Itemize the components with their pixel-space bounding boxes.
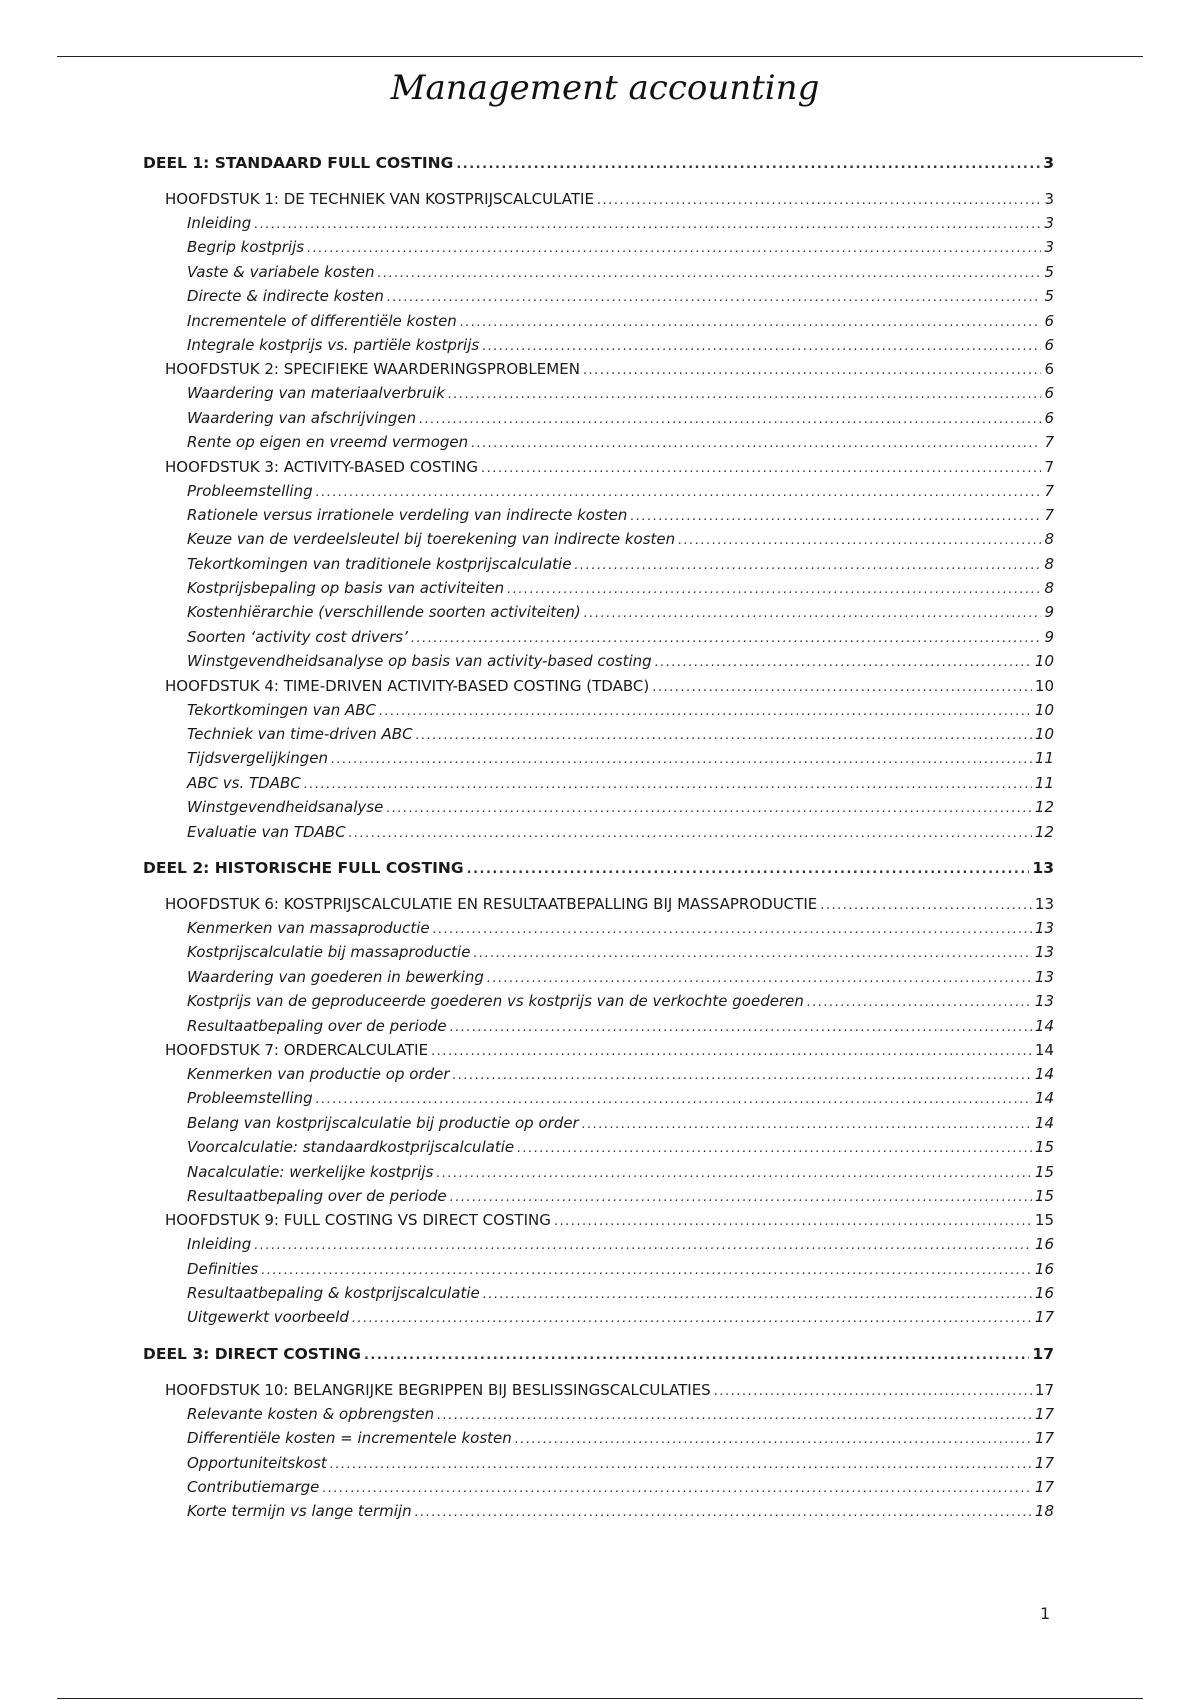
- toc-entry-label: Inleiding: [187, 214, 252, 232]
- document-title: Management accounting: [390, 68, 820, 108]
- toc-section-entry[interactable]: [143, 968, 1054, 992]
- dot-leader: [386, 801, 1032, 816]
- toc-entry-label: Definities: [187, 1259, 259, 1278]
- toc-section-entry[interactable]: [143, 1454, 1054, 1478]
- toc-entry-page-number: 12: [1034, 798, 1054, 817]
- dot-leader: [714, 1384, 1032, 1399]
- toc-entry-label: Kostprijscalculatie bij massaproductie: [187, 943, 471, 962]
- dot-leader: [316, 485, 1042, 500]
- toc-entry-page-number: 6: [1044, 360, 1054, 379]
- dot-leader: [448, 387, 1042, 402]
- toc-chapter-entry[interactable]: [143, 1381, 1054, 1405]
- toc-entry-label: Soorten ‘activity cost drivers’: [187, 627, 408, 646]
- toc-entry-label: Keuze van de verdeelsleutel bij toerekening van indirecte kosten: [187, 530, 676, 549]
- toc-chapter-entry[interactable]: [143, 360, 1054, 384]
- toc-entry-label: Kostprijsbepaling op basis van activiteiten: [187, 579, 505, 598]
- dot-leader: [416, 728, 1032, 743]
- toc-entry-page-number: 15: [1034, 1186, 1054, 1205]
- toc-entry-page-number: 6: [1044, 311, 1054, 330]
- toc-part-entry[interactable]: [143, 154, 1054, 178]
- toc-entry-page-number: 3: [1043, 154, 1054, 172]
- dot-leader: [678, 533, 1041, 548]
- toc-section-entry[interactable]: [143, 555, 1054, 579]
- dot-leader: [433, 922, 1032, 937]
- toc-section-entry[interactable]: [143, 238, 1054, 262]
- toc-section-entry[interactable]: [143, 384, 1054, 408]
- dot-leader: [254, 1238, 1032, 1253]
- toc-entry-page-number: 16: [1034, 1235, 1054, 1254]
- toc-entry-page-number: 3: [1044, 214, 1054, 232]
- dot-leader: [411, 631, 1042, 646]
- toc-entry-page-number: 7: [1044, 481, 1054, 500]
- toc-entry-page-number: 17: [1034, 1478, 1054, 1497]
- dot-leader: [582, 1117, 1032, 1132]
- dot-leader: [482, 339, 1041, 354]
- dot-leader: [450, 1020, 1032, 1035]
- dot-leader: [460, 315, 1042, 330]
- toc-entry-page-number: 13: [1034, 894, 1054, 913]
- dot-leader: [487, 971, 1032, 986]
- toc-entry-page-number: 17: [1034, 1308, 1054, 1327]
- toc-section-entry[interactable]: [143, 1308, 1054, 1332]
- dot-leader: [473, 946, 1031, 961]
- dot-leader: [307, 241, 1041, 256]
- toc-section-entry[interactable]: [143, 1089, 1054, 1113]
- dot-leader: [379, 704, 1032, 719]
- toc-chapter-entry[interactable]: [143, 190, 1054, 214]
- toc-entry-page-number: 16: [1034, 1284, 1054, 1303]
- toc-entry-page-number: 8: [1044, 530, 1054, 549]
- dot-leader: [261, 1263, 1032, 1278]
- toc-section-entry[interactable]: [143, 652, 1054, 676]
- toc-section-entry[interactable]: [143, 1405, 1054, 1429]
- toc-entry-page-number: 16: [1034, 1259, 1054, 1278]
- toc-part-entry[interactable]: [143, 859, 1054, 883]
- toc-entry-label: Waardering van afschrijvingen: [187, 408, 417, 427]
- toc-section-entry[interactable]: [143, 628, 1054, 652]
- toc-entry-page-number: 17: [1034, 1453, 1054, 1472]
- dot-leader: [387, 290, 1042, 305]
- toc-entry-label: HOOFDSTUK 10: BELANGRIJKE BEGRIPPEN BIJ BESLISSINGSCALCULATIES: [165, 1380, 711, 1399]
- toc-entry-page-number: 18: [1034, 1502, 1054, 1521]
- toc-entry-label: Resultaatbepaling & kostprijscalculatie: [187, 1284, 480, 1303]
- toc-entry-page-number: 13: [1034, 918, 1054, 937]
- toc-entry-page-number: 6: [1044, 384, 1054, 403]
- toc-entry-label: Resultaatbepaling over de periode: [187, 1016, 447, 1035]
- toc-entry-label: Resultaatbepaling over de periode: [187, 1186, 447, 1205]
- toc-entry-label: Probleemstelling: [187, 481, 313, 500]
- toc-section-entry[interactable]: [143, 823, 1054, 847]
- toc-entry-label: Belang van kostprijscalculatie bij productie op order: [187, 1113, 579, 1132]
- dot-leader: [316, 1092, 1032, 1107]
- dot-leader: [483, 1287, 1032, 1302]
- dot-leader: [330, 1457, 1032, 1472]
- dot-leader: [419, 412, 1041, 427]
- toc-section-entry[interactable]: [143, 1138, 1054, 1162]
- dot-leader: [554, 1214, 1032, 1229]
- toc-chapter-entry[interactable]: [143, 895, 1054, 919]
- toc-entry-page-number: 17: [1032, 1344, 1054, 1363]
- toc-entry-page-number: 6: [1044, 408, 1054, 427]
- toc-chapter-entry[interactable]: [143, 458, 1054, 482]
- table-of-contents: [143, 154, 1054, 1527]
- dot-leader: [652, 680, 1032, 695]
- toc-entry-page-number: 3: [1044, 238, 1054, 257]
- toc-entry-label: ABC vs. TDABC: [187, 773, 301, 792]
- toc-entry-label: Inleiding: [187, 1235, 252, 1254]
- dot-leader: [471, 436, 1041, 451]
- toc-section-entry[interactable]: [143, 287, 1054, 311]
- dot-leader: [431, 1044, 1032, 1059]
- dot-leader: [364, 1348, 1029, 1363]
- toc-entry-label: Kostenhiërarchie (verschillende soorten activiteiten): [187, 603, 581, 622]
- toc-section-entry[interactable]: [143, 506, 1054, 530]
- toc-section-entry[interactable]: [143, 992, 1054, 1016]
- toc-section-entry[interactable]: [143, 214, 1054, 238]
- toc-entry-page-number: 5: [1044, 262, 1054, 281]
- toc-entry-label: Nacalculatie: werkelijke kostprijs: [187, 1162, 434, 1181]
- toc-entry-label: Uitgewerkt voorbeeld: [187, 1308, 349, 1327]
- dot-leader: [583, 363, 1042, 378]
- toc-entry-page-number: 14: [1034, 1040, 1054, 1059]
- toc-section-entry[interactable]: [143, 701, 1054, 725]
- dot-leader: [517, 1141, 1032, 1156]
- toc-section-entry[interactable]: [143, 312, 1054, 336]
- toc-entry-page-number: 11: [1034, 773, 1054, 792]
- dot-leader: [322, 1481, 1032, 1496]
- toc-section-entry[interactable]: [143, 749, 1054, 773]
- toc-entry-page-number: 10: [1034, 700, 1054, 719]
- toc-entry-page-number: 10: [1034, 676, 1054, 695]
- toc-entry-label: DEEL 2: HISTORISCHE FULL COSTING: [143, 858, 464, 877]
- toc-section-entry[interactable]: [143, 919, 1054, 943]
- dot-leader: [507, 582, 1041, 597]
- toc-entry-page-number: 5: [1044, 287, 1054, 306]
- toc-section-entry[interactable]: [143, 1260, 1054, 1284]
- toc-entry-page-number: 7: [1044, 457, 1054, 476]
- toc-entry-page-number: 6: [1044, 335, 1054, 354]
- toc-entry-label: HOOFDSTUK 1: DE TECHNIEK VAN KOSTPRIJSCALCULATIE: [165, 190, 594, 208]
- toc-section-entry[interactable]: [143, 1017, 1054, 1041]
- dot-leader: [807, 995, 1032, 1010]
- toc-part-entry[interactable]: [143, 1345, 1054, 1369]
- toc-section-entry[interactable]: [143, 1235, 1054, 1259]
- toc-entry-label: Rente op eigen en vreemd vermogen: [187, 433, 469, 452]
- toc-section-entry[interactable]: [143, 725, 1054, 749]
- dot-leader: [820, 898, 1032, 913]
- toc-entry-label: DEEL 3: DIRECT COSTING: [143, 1344, 361, 1363]
- toc-section-entry[interactable]: [143, 603, 1054, 627]
- dot-leader: [331, 752, 1032, 767]
- dot-leader: [597, 193, 1042, 208]
- toc-section-entry[interactable]: [143, 774, 1054, 798]
- toc-section-entry[interactable]: [143, 798, 1054, 822]
- dot-leader: [450, 1190, 1032, 1205]
- toc-entry-page-number: 9: [1044, 603, 1054, 622]
- toc-chapter-entry[interactable]: [143, 1211, 1054, 1235]
- toc-entry-label: Waardering van goederen in bewerking: [187, 967, 484, 986]
- dot-leader: [456, 157, 1040, 172]
- toc-entry-label: Tekortkomingen van ABC: [187, 700, 376, 719]
- toc-entry-label: Kenmerken van massaproductie: [187, 918, 430, 937]
- toc-section-entry[interactable]: [143, 336, 1054, 360]
- toc-entry-page-number: 15: [1034, 1138, 1054, 1157]
- toc-entry-page-number: 13: [1034, 992, 1054, 1011]
- dot-leader: [415, 1505, 1032, 1520]
- toc-entry-label: Voorcalculatie: standaardkostprijscalculatie: [187, 1138, 515, 1157]
- toc-entry-label: Relevante kosten & opbrengsten: [187, 1404, 435, 1423]
- toc-section-entry[interactable]: [143, 530, 1054, 554]
- dot-leader: [436, 1166, 1032, 1181]
- toc-entry-page-number: 13: [1034, 943, 1054, 962]
- toc-entry-label: Rationele versus irrationele verdeling van indirecte kosten: [187, 505, 628, 524]
- toc-entry-page-number: 17: [1034, 1404, 1054, 1423]
- toc-section-entry[interactable]: [143, 579, 1054, 603]
- toc-entry-label: Integrale kostprijs vs. partiële kostprijs: [187, 335, 480, 354]
- toc-entry-label: Directe & indirecte kosten: [187, 287, 384, 306]
- toc-section-entry[interactable]: [143, 1114, 1054, 1138]
- toc-entry-page-number: 7: [1044, 505, 1054, 524]
- toc-entry-label: HOOFDSTUK 6: KOSTPRIJSCALCULATIE EN RESULTAATBEPALLING BIJ MASSAPRODUCTIE: [165, 894, 818, 913]
- toc-section-entry[interactable]: [143, 1065, 1054, 1089]
- toc-section-entry[interactable]: [143, 1163, 1054, 1187]
- toc-section-entry[interactable]: [143, 1478, 1054, 1502]
- dot-leader: [349, 826, 1032, 841]
- toc-entry-label: Kenmerken van productie op order: [187, 1064, 450, 1083]
- dot-leader: [481, 461, 1041, 476]
- toc-entry-label: HOOFDSTUK 9: FULL COSTING VS DIRECT COSTING: [165, 1211, 551, 1230]
- toc-entry-page-number: 14: [1034, 1016, 1054, 1035]
- toc-entry-label: Winstgevendheidsanalyse op basis van activity-based costing: [187, 652, 652, 671]
- toc-entry-page-number: 12: [1034, 822, 1054, 841]
- toc-section-entry[interactable]: [143, 943, 1054, 967]
- toc-entry-page-number: 10: [1034, 725, 1054, 744]
- toc-entry-page-number: 15: [1034, 1162, 1054, 1181]
- toc-entry-page-number: 7: [1044, 433, 1054, 452]
- toc-entry-page-number: 9: [1044, 627, 1054, 646]
- toc-entry-page-number: 15: [1034, 1211, 1054, 1230]
- toc-entry-label: Differentiële kosten = incrementele kosten: [187, 1429, 512, 1448]
- dot-leader: [254, 217, 1041, 232]
- toc-entry-label: Techniek van time-driven ABC: [187, 725, 413, 744]
- toc-entry-label: Opportuniteitskost: [187, 1453, 327, 1472]
- toc-section-entry[interactable]: [143, 1187, 1054, 1211]
- toc-chapter-entry[interactable]: [143, 677, 1054, 701]
- dot-leader: [377, 266, 1041, 281]
- toc-section-entry[interactable]: [143, 409, 1054, 433]
- toc-entry-page-number: 13: [1032, 858, 1054, 877]
- toc-section-entry[interactable]: [143, 1429, 1054, 1453]
- dot-leader: [584, 606, 1042, 621]
- page-number: 1: [1040, 1604, 1051, 1623]
- toc-entry-page-number: 17: [1034, 1380, 1054, 1399]
- top-rule: [57, 56, 1143, 57]
- dot-leader: [467, 862, 1030, 877]
- toc-entry-label: Evaluatie van TDABC: [187, 822, 346, 841]
- toc-entry-page-number: 14: [1034, 1064, 1054, 1083]
- toc-entry-label: Probleemstelling: [187, 1089, 313, 1108]
- toc-entry-page-number: 3: [1044, 190, 1054, 208]
- toc-entry-label: HOOFDSTUK 2: SPECIFIEKE WAARDERINGSPROBLEMEN: [165, 360, 580, 379]
- dot-leader: [574, 558, 1041, 573]
- dot-leader: [304, 777, 1032, 792]
- toc-entry-page-number: 13: [1034, 967, 1054, 986]
- dot-leader: [437, 1408, 1032, 1423]
- toc-entry-label: Waardering van materiaalverbruik: [187, 384, 445, 403]
- dot-leader: [352, 1311, 1032, 1326]
- toc-entry-page-number: 8: [1044, 579, 1054, 598]
- toc-entry-label: Kostprijs van de geproduceerde goederen vs kostprijs van de verkochte goederen: [187, 992, 804, 1011]
- toc-entry-label: Tijdsvergelijkingen: [187, 749, 328, 768]
- toc-entry-label: Vaste & variabele kosten: [187, 262, 375, 281]
- toc-entry-page-number: 11: [1034, 749, 1054, 768]
- dot-leader: [630, 509, 1041, 524]
- toc-section-entry[interactable]: [143, 263, 1054, 287]
- toc-entry-page-number: 8: [1044, 554, 1054, 573]
- toc-section-entry[interactable]: [143, 433, 1054, 457]
- toc-entry-label: Winstgevendheidsanalyse: [187, 798, 384, 817]
- bottom-rule: [57, 1698, 1143, 1699]
- toc-chapter-entry[interactable]: [143, 1041, 1054, 1065]
- dot-leader: [453, 1068, 1032, 1083]
- dot-leader: [515, 1432, 1032, 1447]
- toc-entry-page-number: 14: [1034, 1089, 1054, 1108]
- toc-entry-label: Korte termijn vs lange termijn: [187, 1502, 412, 1521]
- toc-entry-label: DEEL 1: STANDAARD FULL COSTING: [143, 154, 454, 172]
- toc-entry-label: Begrip kostprijs: [187, 238, 305, 257]
- dot-leader: [655, 655, 1032, 670]
- toc-entry-page-number: 10: [1034, 652, 1054, 671]
- toc-entry-label: HOOFDSTUK 4: TIME-DRIVEN ACTIVITY-BASED COSTING (TDABC): [165, 676, 650, 695]
- toc-entry-label: Contributiemarge: [187, 1478, 320, 1497]
- toc-entry-label: HOOFDSTUK 3: ACTIVITY-BASED COSTING: [165, 457, 478, 476]
- toc-section-entry[interactable]: [143, 1502, 1054, 1526]
- toc-section-entry[interactable]: [143, 1284, 1054, 1308]
- toc-entry-label: Tekortkomingen van traditionele kostprijscalculatie: [187, 554, 572, 573]
- toc-entry-page-number: 17: [1034, 1429, 1054, 1448]
- toc-entry-page-number: 14: [1034, 1113, 1054, 1132]
- toc-section-entry[interactable]: [143, 482, 1054, 506]
- toc-entry-label: HOOFDSTUK 7: ORDERCALCULATIE: [165, 1040, 429, 1059]
- toc-entry-label: Incrementele of differentiële kosten: [187, 311, 457, 330]
